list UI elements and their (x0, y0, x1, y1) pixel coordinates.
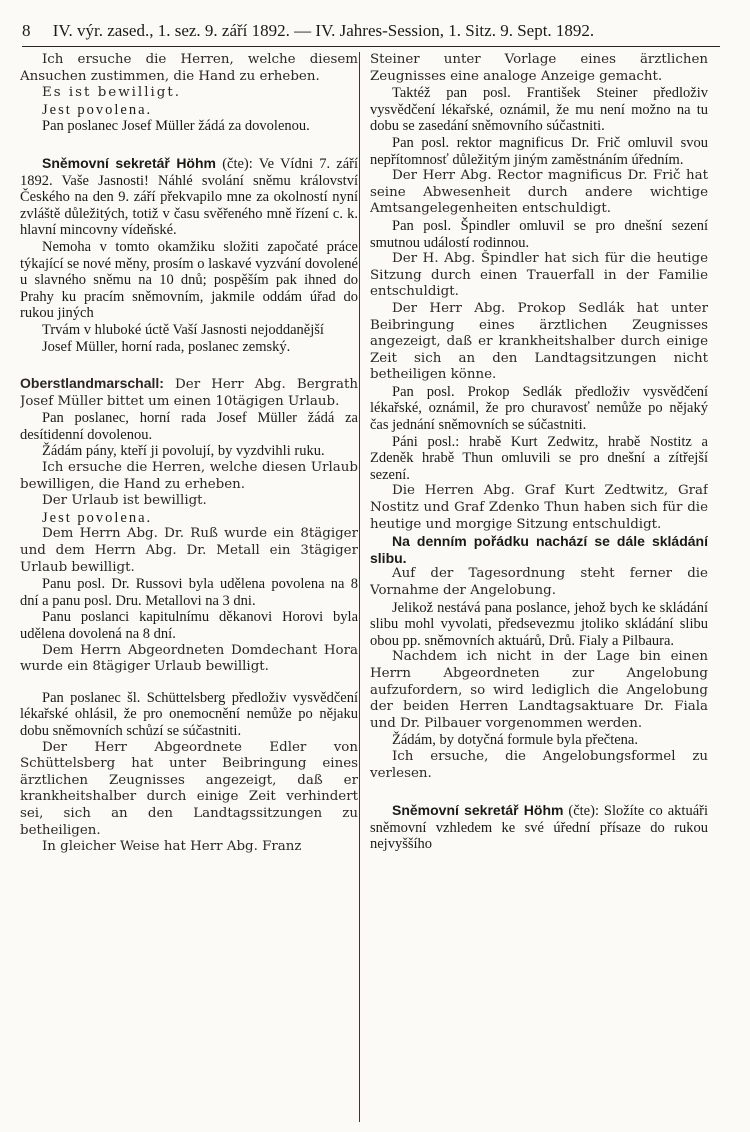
right-column-paragraph: Pan posl. Prokop Sedlák předloživ vysvědčení lékařské, oznámil, že pro churavosť nemůže po nějaký čas jednání sněmovních se súčastniti. (370, 383, 708, 434)
left-column-paragraph: Der Urlaub ist bewilligt. (42, 493, 207, 509)
left-column-paragraph: Jest povolena. (42, 101, 153, 118)
column-divider (359, 52, 360, 1122)
left-column-paragraph (20, 375, 358, 410)
page-number: 8 (22, 21, 31, 40)
speech-text: (čte): Složíte co aktuáři sněmovní vzhledem ke své úřední přísaze do rukou nejvyššího (370, 803, 708, 853)
left-column-paragraph: Nemoha v tomto okamžiku složiti započaté práce týkající se nové měny, prosím o laskavé vyzvání dovolené u slavného sněmu na 10 dnů; pospěším pak ihned do Prahy ku pracím sněmovním, jakmile oddám úřad do rukou jiných (20, 238, 358, 322)
left-column-paragraph: Trvám v hluboké úctě Vaší Jasnosti nejoddanější (42, 321, 324, 338)
running-title: IV. výr. zased., 1. sez. 9. září 1892. — IV. Jahres-Session, 1. Sitz. 9. Sept. 1892. (52, 21, 595, 40)
left-column-paragraph: Der Herr Abgeordnete Edler von Schüttelsberg hat unter Beibringung eines ärztlichen Zeugnisses angezeigt, daß er krankheitshalber durch einige Zeit verhindert sei, sich an den Landtagssitzungen zu betheiligen. (20, 739, 358, 838)
left-column-paragraph: Dem Herrn Abgeordneten Domdechant Hora wurde ein 8tägiger Urlaub bewilligt. (20, 642, 358, 675)
right-column-paragraph: Steiner unter Vorlage eines ärztlichen Zeugnisses eine analoge Anzeige gemacht. (370, 52, 708, 84)
speech-text: (čte): Ve Vídni 7. září 1892. Vaše Jasnosti! Náhlé svolání sněmu království Českého na den 9. září překvapilo mne za okolností nyní zvláště důležitých, totiž v času svěřeného mně řízení c. k. hlavní mincovny vídeňské. (20, 155, 358, 239)
left-column-paragraph: Es ist bewilligt. (42, 85, 181, 101)
left-column-paragraph: Panu posl. Dr. Russovi byla udělena povolena na 8 dní a panu posl. Dru. Metallovi na 3 dni. (20, 576, 358, 609)
left-column-paragraph: Pan poslanec šl. Schüttelsberg předloživ vysvědčení lékařské ohlásil, že pro onemocnění nemůže po nějaku dobu sněmovních schůzí se súčastniti. (20, 689, 358, 739)
left-column-paragraph: Jest povolena. (42, 509, 153, 526)
right-column-paragraph: Taktéž pan posl. František Steiner předloživ vysvědčení lékařské, oznámil, že mu není možno na tu dobu se zasedání sněmovního súčastniti. (370, 85, 708, 135)
left-column-paragraph: Ich ersuche die Herren, welche diesen Urlaub bewilligen, die Hand zu erheben. (20, 460, 358, 492)
right-column-paragraph: Der Herr Abg. Prokop Sedlák hat unter Beibringung eines ärztlichen Zeugnisses angezeigt, daß er krankheitshalber durch einige Zeit sich an den Landtagsitzungen nicht betheiligen könne. (370, 300, 708, 383)
right-column-paragraph: Pan posl. Špindler omluvil se pro dnešní sezení smutnou událostí rodinnou. (370, 217, 708, 251)
speech-text: Der Herr Abg. Bergrath Josef Müller bittet um einen 10tägigen Urlaub. (20, 377, 358, 409)
left-column-paragraph: Panu poslanci kapitulnímu děkanovi Horovi byla udělena dovolená na 8 dní. (20, 609, 358, 642)
left-column-paragraph: In gleicher Weise hat Herr Abg. Franz (42, 839, 302, 855)
left-column-paragraph: Josef Müller, horní rada, poslanec zemský. (42, 338, 291, 355)
left-column-paragraph (20, 155, 358, 239)
left-column-paragraph: Dem Herrn Abg. Dr. Ruß wurde ein 8tägiger und dem Herrn Abg. Dr. Metall ein 3tägiger Urlaub bewilligt. (20, 526, 358, 575)
left-column (20, 52, 358, 1120)
right-column-paragraph (370, 802, 708, 853)
header-rule (22, 46, 720, 47)
left-column-paragraph: Žádám pány, kteří ji povolují, by vyzdvihli ruku. (42, 443, 325, 460)
left-column-paragraph: Pan poslanec, horní rada Josef Müller žádá za desítidenní dovolenou. (20, 410, 358, 443)
right-column-paragraph: Der H. Abg. Špindler hat sich für die heutige Sitzung durch einen Trauerfall in der Familie entschuldigt. (370, 251, 708, 300)
right-column-paragraph: Der Herr Abg. Rector magnificus Dr. Frič hat seine Abwesenheit durch andere wichtige Amtsangelegenheiten entschuldigt. (370, 168, 708, 217)
page-header (22, 18, 720, 44)
left-column-paragraph: Ich ersuche die Herren, welche diesem Ansuchen zustimmen, die Hand zu erheben. (20, 52, 358, 84)
right-column-paragraph: Ich ersuche, die Angelobungsformel zu verlesen. (370, 748, 708, 781)
right-column (370, 52, 708, 1120)
right-column-paragraph: Jelikož nestává pana poslance, jehož bych ke skládání slibu mohl vyvolati, předsevezmu jtoliko skládání slibu obou pp. sněmovních aktuárů, Drů. Fialy a Pilbaura. (370, 599, 708, 649)
speaker-name: Oberstlandmarschall: (20, 375, 164, 392)
right-column-paragraph: Pan posl. rektor magnificus Dr. Frič omluvil svou nepřítomnosť důležitým jiným zaměstnáním úředním. (370, 134, 708, 168)
right-column-paragraph: Nachdem ich nicht in der Lage bin einen Herrn Abgeordneten zur Angelobung aufzufordern, so wird lediglich die Angelobung der beiden Herren Landtagsaktuare Dr. Fiala und Dr. Pilbauer vorgenommen werden. (370, 649, 708, 731)
right-column-paragraph: Na denním pořádku nachází se dále skládání slibu. (370, 533, 708, 566)
left-column-paragraph: Pan poslanec Josef Müller žádá za dovolenou. (42, 118, 310, 135)
right-column-paragraph: Páni posl.: hrabě Kurt Zedwitz, hrabě Nostitz a Zdeněk hrabě Thun omluvili se pro dnešní a zítřejší sezení. (370, 433, 708, 483)
right-column-paragraph: Auf der Tagesordnung steht ferner die Vornahme der Angelobung. (370, 566, 708, 598)
speaker-name: Sněmovní sekretář Höhm (392, 802, 564, 819)
right-column-paragraph: Die Herren Abg. Graf Kurt Zedtwitz, Graf Nostitz und Graf Zdenko Thun haben sich für die heutige und morgige Sitzung entschuldigt. (370, 483, 708, 532)
right-column-paragraph: Žádám, by dotyčná formule byla přečtena. (392, 732, 638, 749)
speaker-name: Sněmovní sekretář Höhm (42, 154, 216, 171)
